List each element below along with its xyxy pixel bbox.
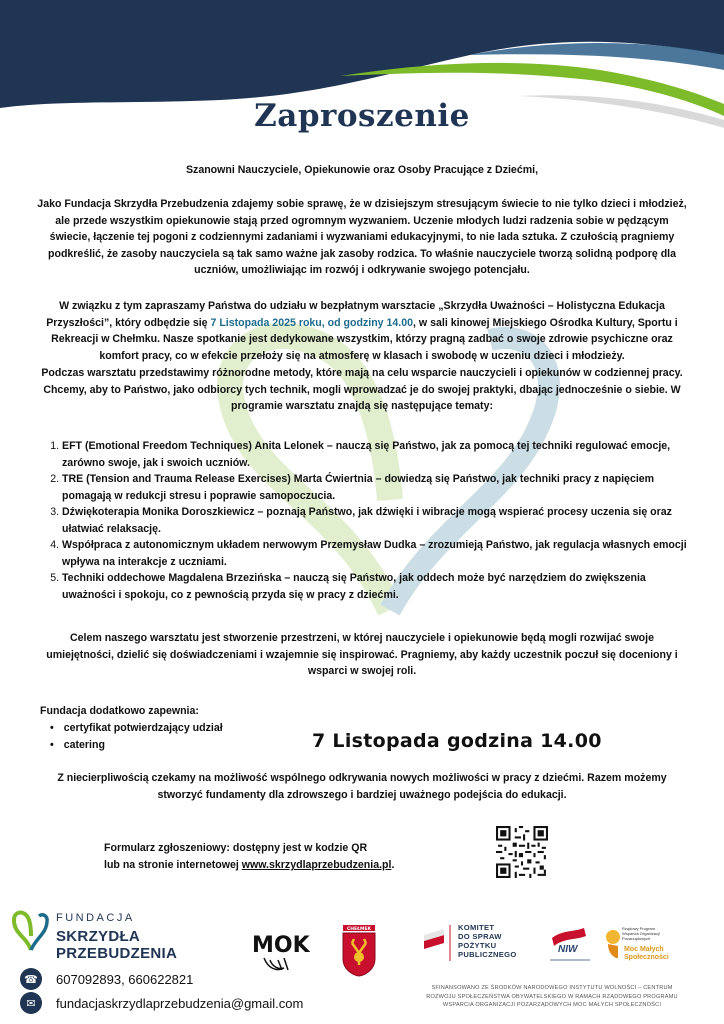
- moc-program-text: Rządowy Program Wsparcia Organizacji Pozarządowych: [622, 926, 660, 941]
- fundacja-logo: [12, 908, 222, 962]
- moc-malych-spolecznosci-logo: [604, 926, 676, 966]
- topic-item: 2. TRE (Tension and Trauma Release Exercises) Marta Ćwiertnia – dowiedzą się Państwo, jak techniki pracy z napięciem pomagają w redukcji stresu i poprawie samopoczucia.: [62, 471, 688, 504]
- closing-paragraph: Z niecierpliwością czekamy na możliwość wspólnego odkrywania nowych możliwości w pracy z dziećmi. Razem możemy stworzyć fundamenty dla zdrowszego i bardziej uważnego podejścia do edukacji.: [57, 772, 667, 801]
- intro-paragraph: Jako Fundacja Skrzydła Przebudzenia zdajemy sobie sprawę, że w dzisiejszym stresującym świecie to nie tylko dzieci i młodzież, ale przede wszystkim opiekunowie stają przed ogromnym wyzwaniem. Uczenie młodych ludzi radzenia sobie w pędzącym świecie, łączenie tej pogoni z codziennymi zadaniami i wyzwaniami edukacyjnymi, to nie lada sztuka. Z czułością pragniemy podkreślić, że zasoby nauczyciela są tak samo ważne jak zasoby rodzica. To właśnie nauczyciele tworzą solidną podporę dla uczniów, umożliwiając im rozwój i odkrywanie swojego potencjału.: [37, 198, 687, 276]
- provides-list: [40, 720, 223, 754]
- invitation-text-1: W związku z tym zapraszamy Państwa do udziału w bezpłatnym warsztacie „Skrzydła Uważności – Holistyczna Edukacja Przyszłości”, który odbędzie się: [46, 300, 665, 329]
- email-contact: [20, 992, 303, 1014]
- invitation-date: 7 Listopada 2025 roku, od godziny 14.00: [210, 316, 414, 329]
- date-banner: 7 Listopada godzina 14.00: [312, 730, 602, 752]
- fundacja-name: SKRZYDŁA PRZEBUDZENIA: [56, 928, 178, 962]
- fundacja-label: FUNDACJA: [56, 912, 135, 924]
- page-title: Zaproszenie: [254, 98, 470, 134]
- goal-paragraph: Celem naszego warsztatu jest stworzenie przestrzeni, w której nauczyciele i opiekunowie będą mogli rozwijać swoje umiejętności, dzielić się doświadczeniami i wzajemnie się inspirować. Pragniemy, aby każdy uczestnik poczuł się doceniony i wsparci w swojej roli.: [46, 632, 678, 677]
- qr-code[interactable]: [496, 826, 548, 878]
- topics-list: [48, 438, 688, 603]
- email-address[interactable]: fundacjaskrzydlaprzebudzenia@gmail.com: [56, 995, 304, 1011]
- butterfly-logo-icon: [12, 908, 50, 952]
- invitation-text-2: , w sali kinowej Miejskiego Ośrodka Kultury, Sportu i Rekreacji w Chełmku. Nasze spotkanie jest dedykowane wszystkim, którzy pragną zadbać o swoje zdrowie psychiczne oraz komfort pracy, co w efekcie przełoży się na atmosferę w klasach i swobodę w uczeniu dzieci i młodzieży.: [51, 316, 678, 362]
- provides-item: • certyfikat potwierdzający udział: [50, 720, 223, 737]
- registration-line-1: Formularz zgłoszeniowy: dostępny jest w kodzie QR: [104, 842, 368, 854]
- provides-section: [40, 703, 223, 754]
- niw-text: NIW: [558, 944, 578, 955]
- topic-item: 3. Dźwiękoterapia Monika Doroszkiewicz – poznają Państwo, jak dźwięki i wibracje mogą wspierać procesy uczenia się oraz ułatwiać relaksację.: [62, 504, 688, 537]
- chelmek-crest-icon: [342, 923, 376, 977]
- mok-logo: [250, 928, 310, 974]
- registration-line-2: lub na stronie internetowej www.skrzydlaprzebudzenia.pl.: [104, 859, 395, 871]
- komitet-logo: [422, 923, 542, 965]
- hand-icon: [604, 928, 622, 960]
- email-icon: ✉: [20, 992, 42, 1014]
- poland-flag-icon: [422, 923, 452, 963]
- invitation-paragraph: [36, 298, 688, 364]
- registration-info: [104, 840, 394, 874]
- greeting: Szanowni Nauczyciele, Opiekunowie oraz Osoby Pracujące z Dziećmi,: [185, 164, 539, 176]
- moc-name-text: Moc Małych Społeczności: [624, 946, 669, 961]
- provides-heading: Fundacja dodatkowo zapewnia:: [40, 705, 199, 717]
- website-link[interactable]: www.skrzydlaprzebudzenia.pl: [241, 859, 392, 871]
- provides-item: • catering: [50, 737, 223, 754]
- phone-contact: [20, 968, 193, 990]
- topic-item: 4. Współpraca z autonomicznym układem nerwowym Przemysław Dudka – zrozumieją Państwo, jak regulacja własnych emocji wpływa na interakcje z uczniami.: [62, 537, 688, 570]
- phone-number[interactable]: 607092893, 660622821: [56, 971, 194, 987]
- phone-icon: ☎: [20, 968, 42, 990]
- niw-logo: [544, 924, 596, 966]
- komitet-text: KOMITET DO SPRAW POŻYTKU PUBLICZNEGO: [458, 923, 517, 959]
- svg-text:CHEŁMEK: CHEŁMEK: [346, 927, 372, 932]
- topic-item: 1. EFT (Emotional Freedom Techniques) Anita Lelonek – nauczą się Państwo, jak za pomocą tej techniki regulować emocje, zarówno swoje, jak i swoich uczniów.: [62, 438, 688, 471]
- svg-text:MOK: MOK: [252, 933, 310, 958]
- sponsor-note: SFINANSOWANO ZE ŚRODKÓW NARODOWEGO INSTYTUTU WOLNOŚCI – CENTRUM ROZWOJU SPOŁECZEŃSTWA OBYWATELSKIEGO W RAMACH RZĄDOWEGO PROGRAMU WSPARCIA ORGANIZACJI POZARZĄDOWYCH MOC MAŁYCH SPOŁECZNOŚCI: [426, 985, 678, 1008]
- topic-item: 5. Techniki oddechowe Magdalena Brzezińska – nauczą się Państwo, jak oddech może być narzędziem do zwiększenia uważności i spokoju, co z pewnością przyda się w pracy z dziećmi.: [62, 570, 688, 603]
- workshop-paragraph: Podczas warsztatu przedstawimy różnorodne metody, które mają na celu wsparcie nauczycieli i opiekunów w codziennej pracy. Chcemy, aby to Państwo, jako odbiorcy tych technik, mogli wprowadzać je do swojej praktyki, dbając jednocześnie o siebie. W programie warsztatu znajdą się następujące tematy:: [41, 367, 683, 412]
